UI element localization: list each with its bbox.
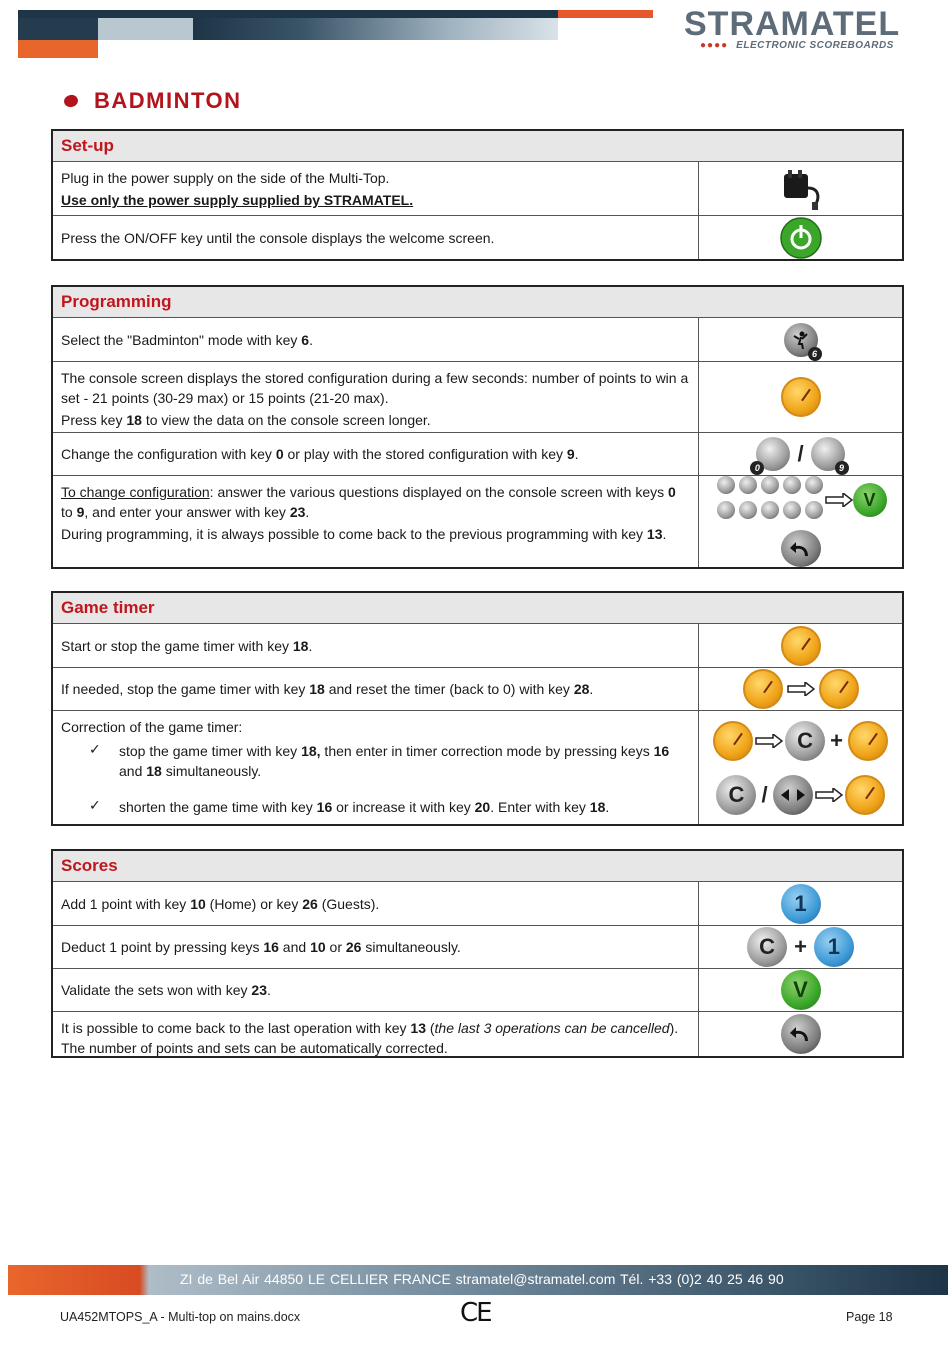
table-row: Change the configuration with key 0 or play with the stored configuration with key 9. 0 / 9 <box>53 432 902 475</box>
badminton-mode-key-icon: 6 <box>784 323 818 357</box>
table-row: If needed, stop the game timer with key 18 and reset the timer (back to 0) with key 28. <box>53 667 902 710</box>
timer-key-icon <box>781 377 821 417</box>
page-title <box>64 88 242 114</box>
arrow-right-icon <box>815 788 843 802</box>
checkmark-icon: ✓ <box>89 741 101 757</box>
table-row: The console screen displays the stored configuration during a few seconds: number of points to win a set - 21 points (30-29 max) or 15 points (21-20 max). Press key 18 to view the data on the console screen longer. <box>53 361 902 432</box>
key-9-icon: 9 <box>811 437 845 471</box>
power-supply-icon <box>778 166 824 212</box>
number-keys-icon <box>715 476 825 524</box>
correction-key-icon: C <box>716 775 756 815</box>
table-row: Validate the sets won with key 23. V <box>53 968 902 1011</box>
timer-key-icon <box>713 721 753 761</box>
header-banner <box>18 10 653 58</box>
table-row: Press the ON/OFF key until the console displays the welcome screen. <box>53 215 902 259</box>
validate-key-icon: V <box>781 970 821 1010</box>
power-button-icon <box>780 217 822 259</box>
undo-key-icon <box>781 530 821 567</box>
correction-key-icon: C <box>747 927 787 967</box>
table-row: To change configuration: answer the various questions displayed on the console screen with keys 0 to 9, and enter your answer with key 23. During programming, it is always possible to come back to the previous programming with key 13. V <box>53 475 902 567</box>
validate-key-icon: V <box>853 483 887 517</box>
table-row: Select the "Badminton" mode with key 6. 6 <box>53 318 902 361</box>
timer-key-icon <box>848 721 888 761</box>
timer-key-icon <box>845 775 885 815</box>
scores-section <box>51 849 904 1058</box>
setup-section <box>51 129 904 261</box>
correction-key-icon: C <box>785 721 825 761</box>
game-timer-heading: Game timer <box>53 593 902 624</box>
checkmark-icon: ✓ <box>89 797 101 813</box>
table-row: Deduct 1 point by pressing keys 16 and 10 or 26 simultaneously. C + 1 <box>53 925 902 968</box>
key-0-icon: 0 <box>756 437 790 471</box>
programming-heading: Programming <box>53 287 902 318</box>
footer-address: ZI de Bel Air 44850 LE CELLIER FRANCE stramatel@stramatel.com Tél. +33 (0)2 40 25 46 90 <box>180 1271 784 1287</box>
list-item: ✓ stop the game timer with key 18, then enter in timer correction mode by pressing keys 16 and 18 simultaneously. <box>89 739 690 783</box>
undo-key-icon <box>781 1014 821 1054</box>
stramatel-logo <box>684 6 940 56</box>
logo-tagline: ELECTRONIC SCOREBOARDS <box>736 40 894 51</box>
arrow-right-icon <box>787 682 815 696</box>
adjust-key-icon <box>773 775 813 815</box>
table-row: Start or stop the game timer with key 18. <box>53 624 902 667</box>
footer-page-number: Page 18 <box>846 1310 893 1324</box>
plus-one-key-icon: 1 <box>814 927 854 967</box>
table-row: Add 1 point with key 10 (Home) or key 26 (Guests). 1 <box>53 882 902 925</box>
footer-doc-name: UA452MTOPS_A - Multi-top on mains.docx <box>60 1310 301 1324</box>
programming-section <box>51 285 904 569</box>
scores-heading: Scores <box>53 851 902 882</box>
table-row: Correction of the game timer: ✓ stop the game timer with key 18, then enter in timer correction mode by pressing keys 16 and 18 simultaneously. ✓ shorten the game time with key 16 or increase it with key 20. Enter with key 18. C + C / <box>53 710 902 824</box>
plus-icon: + <box>794 934 807 959</box>
logo-wordmark: STRAMATEL <box>684 5 901 43</box>
table-row: Plug in the power supply on the side of the Multi-Top. Use only the power supply supplied by STRAMATEL. <box>53 162 902 215</box>
setup-heading: Set-up <box>53 131 902 162</box>
slash-separator: / <box>797 441 804 466</box>
ce-mark-icon: CE <box>460 1298 491 1328</box>
arrow-right-icon <box>825 493 853 507</box>
arrow-right-icon <box>755 734 783 748</box>
slash-separator: / <box>761 781 768 807</box>
page-title-text: BADMINTON <box>94 88 242 113</box>
plus-icon: + <box>830 727 843 753</box>
logo-dots: ●●●● <box>700 40 729 51</box>
table-row: It is possible to come back to the last operation with key 13 (the last 3 operations can be cancelled). The number of points and sets can be automatically corrected. <box>53 1011 902 1056</box>
bullet-icon <box>63 93 80 108</box>
timer-reset-key-icon <box>819 669 859 709</box>
game-timer-section <box>51 591 904 826</box>
list-item: ✓ shorten the game time with key 16 or increase it with key 20. Enter with key 18. <box>89 795 690 819</box>
plus-one-key-icon: 1 <box>781 884 821 924</box>
timer-key-icon <box>781 626 821 666</box>
timer-key-icon <box>743 669 783 709</box>
